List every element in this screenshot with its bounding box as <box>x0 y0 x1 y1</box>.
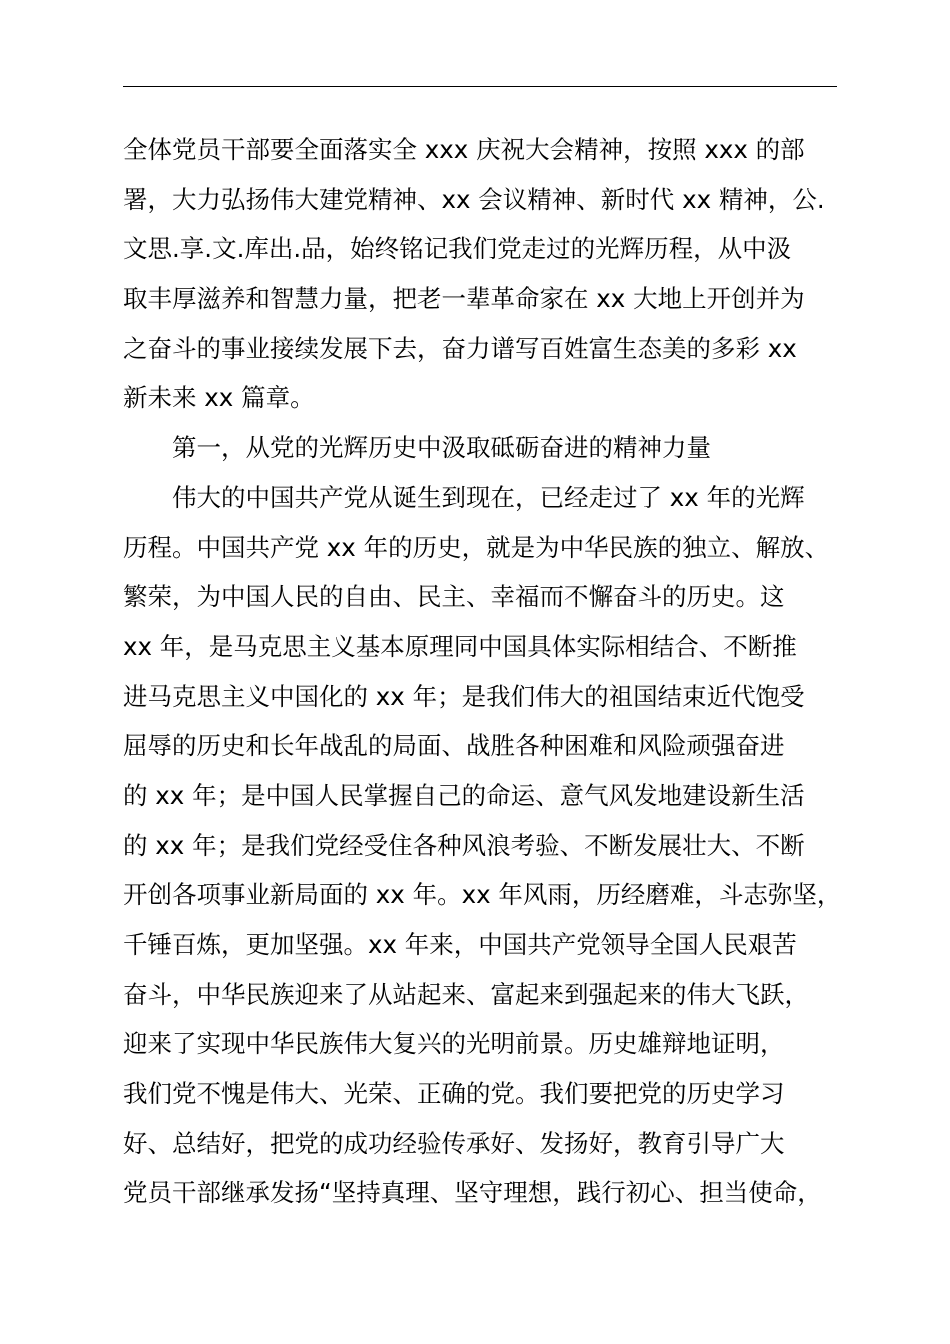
text-line: 迎来了实现中华民族伟大复兴的光明前景。历史雄辩地证明， <box>123 1029 785 1059</box>
header-rule <box>123 86 837 87</box>
text-line: 进马克思主义中国化的 xx 年；是我们伟大的祖国结束近代饱受 <box>123 681 805 711</box>
text-line: 历程。中国共产党 xx 年的历史，就是为中华民族的独立、解放、 <box>123 532 830 562</box>
text-line: xx 年，是马克思主义基本原理同中国具体实际相结合、不断推 <box>123 631 797 661</box>
text-line: 我们党不愧是伟大、光荣、正确的党。我们要把党的历史学习 <box>123 1079 785 1109</box>
text-line: 屈辱的历史和长年战乱的局面、战胜各种困难和风险顽强奋进 <box>123 731 785 761</box>
text-line: 的 xx 年；是我们党经受住各种风浪考验、不断发展壮大、不断 <box>123 830 805 860</box>
text-line: 之奋斗的事业接续发展下去，奋力谱写百姓富生态美的多彩 xx <box>123 333 797 363</box>
text-line: 的 xx 年；是中国人民掌握自己的命运、意气风发地建设新生活 <box>123 780 805 810</box>
text-line: 千锤百炼，更加坚强。xx 年来，中国共产党领导全国人民艰苦 <box>123 930 797 959</box>
text-line: 好、总结好，把党的成功经验传承好、发扬好，教育引导广大 <box>123 1128 785 1158</box>
document-body <box>123 125 857 1218</box>
text-line: 全体党员干部要全面落实全 xxx 庆祝大会精神，按照 xxx 的部 <box>123 135 805 164</box>
text-line: 新未来 xx 篇章。 <box>123 383 315 413</box>
text-line: 取丰厚滋养和智慧力量，把老一辈革命家在 xx 大地上开创并为 <box>123 284 805 314</box>
text-line: 繁荣，为中国人民的自由、民主、幸福而不懈奋斗的历史。这 <box>123 582 785 612</box>
text-line: 伟大的中国共产党从诞生到现在，已经走过了 xx 年的光辉 <box>172 482 805 512</box>
text-line: 开创各项事业新局面的 xx 年。xx 年风雨，历经磨难，斗志弥坚， <box>123 880 842 910</box>
section-heading: 第一，从党的光辉历史中汲取砥砺奋进的精神力量 <box>172 433 711 463</box>
text-line: 文思.享.文.库出.品，始终铭记我们党走过的光辉历程，从中汲 <box>123 234 792 264</box>
text-line: 奋斗，中华民族迎来了从站起来、富起来到强起来的伟大飞跃， <box>123 979 809 1009</box>
text-line: 党员干部继承发扬“坚持真理、坚守理想，践行初心、担当使命， <box>123 1178 822 1208</box>
text-line: 署，大力弘扬伟大建党精神、xx 会议精神、新时代 xx 精神，公. <box>123 184 825 214</box>
